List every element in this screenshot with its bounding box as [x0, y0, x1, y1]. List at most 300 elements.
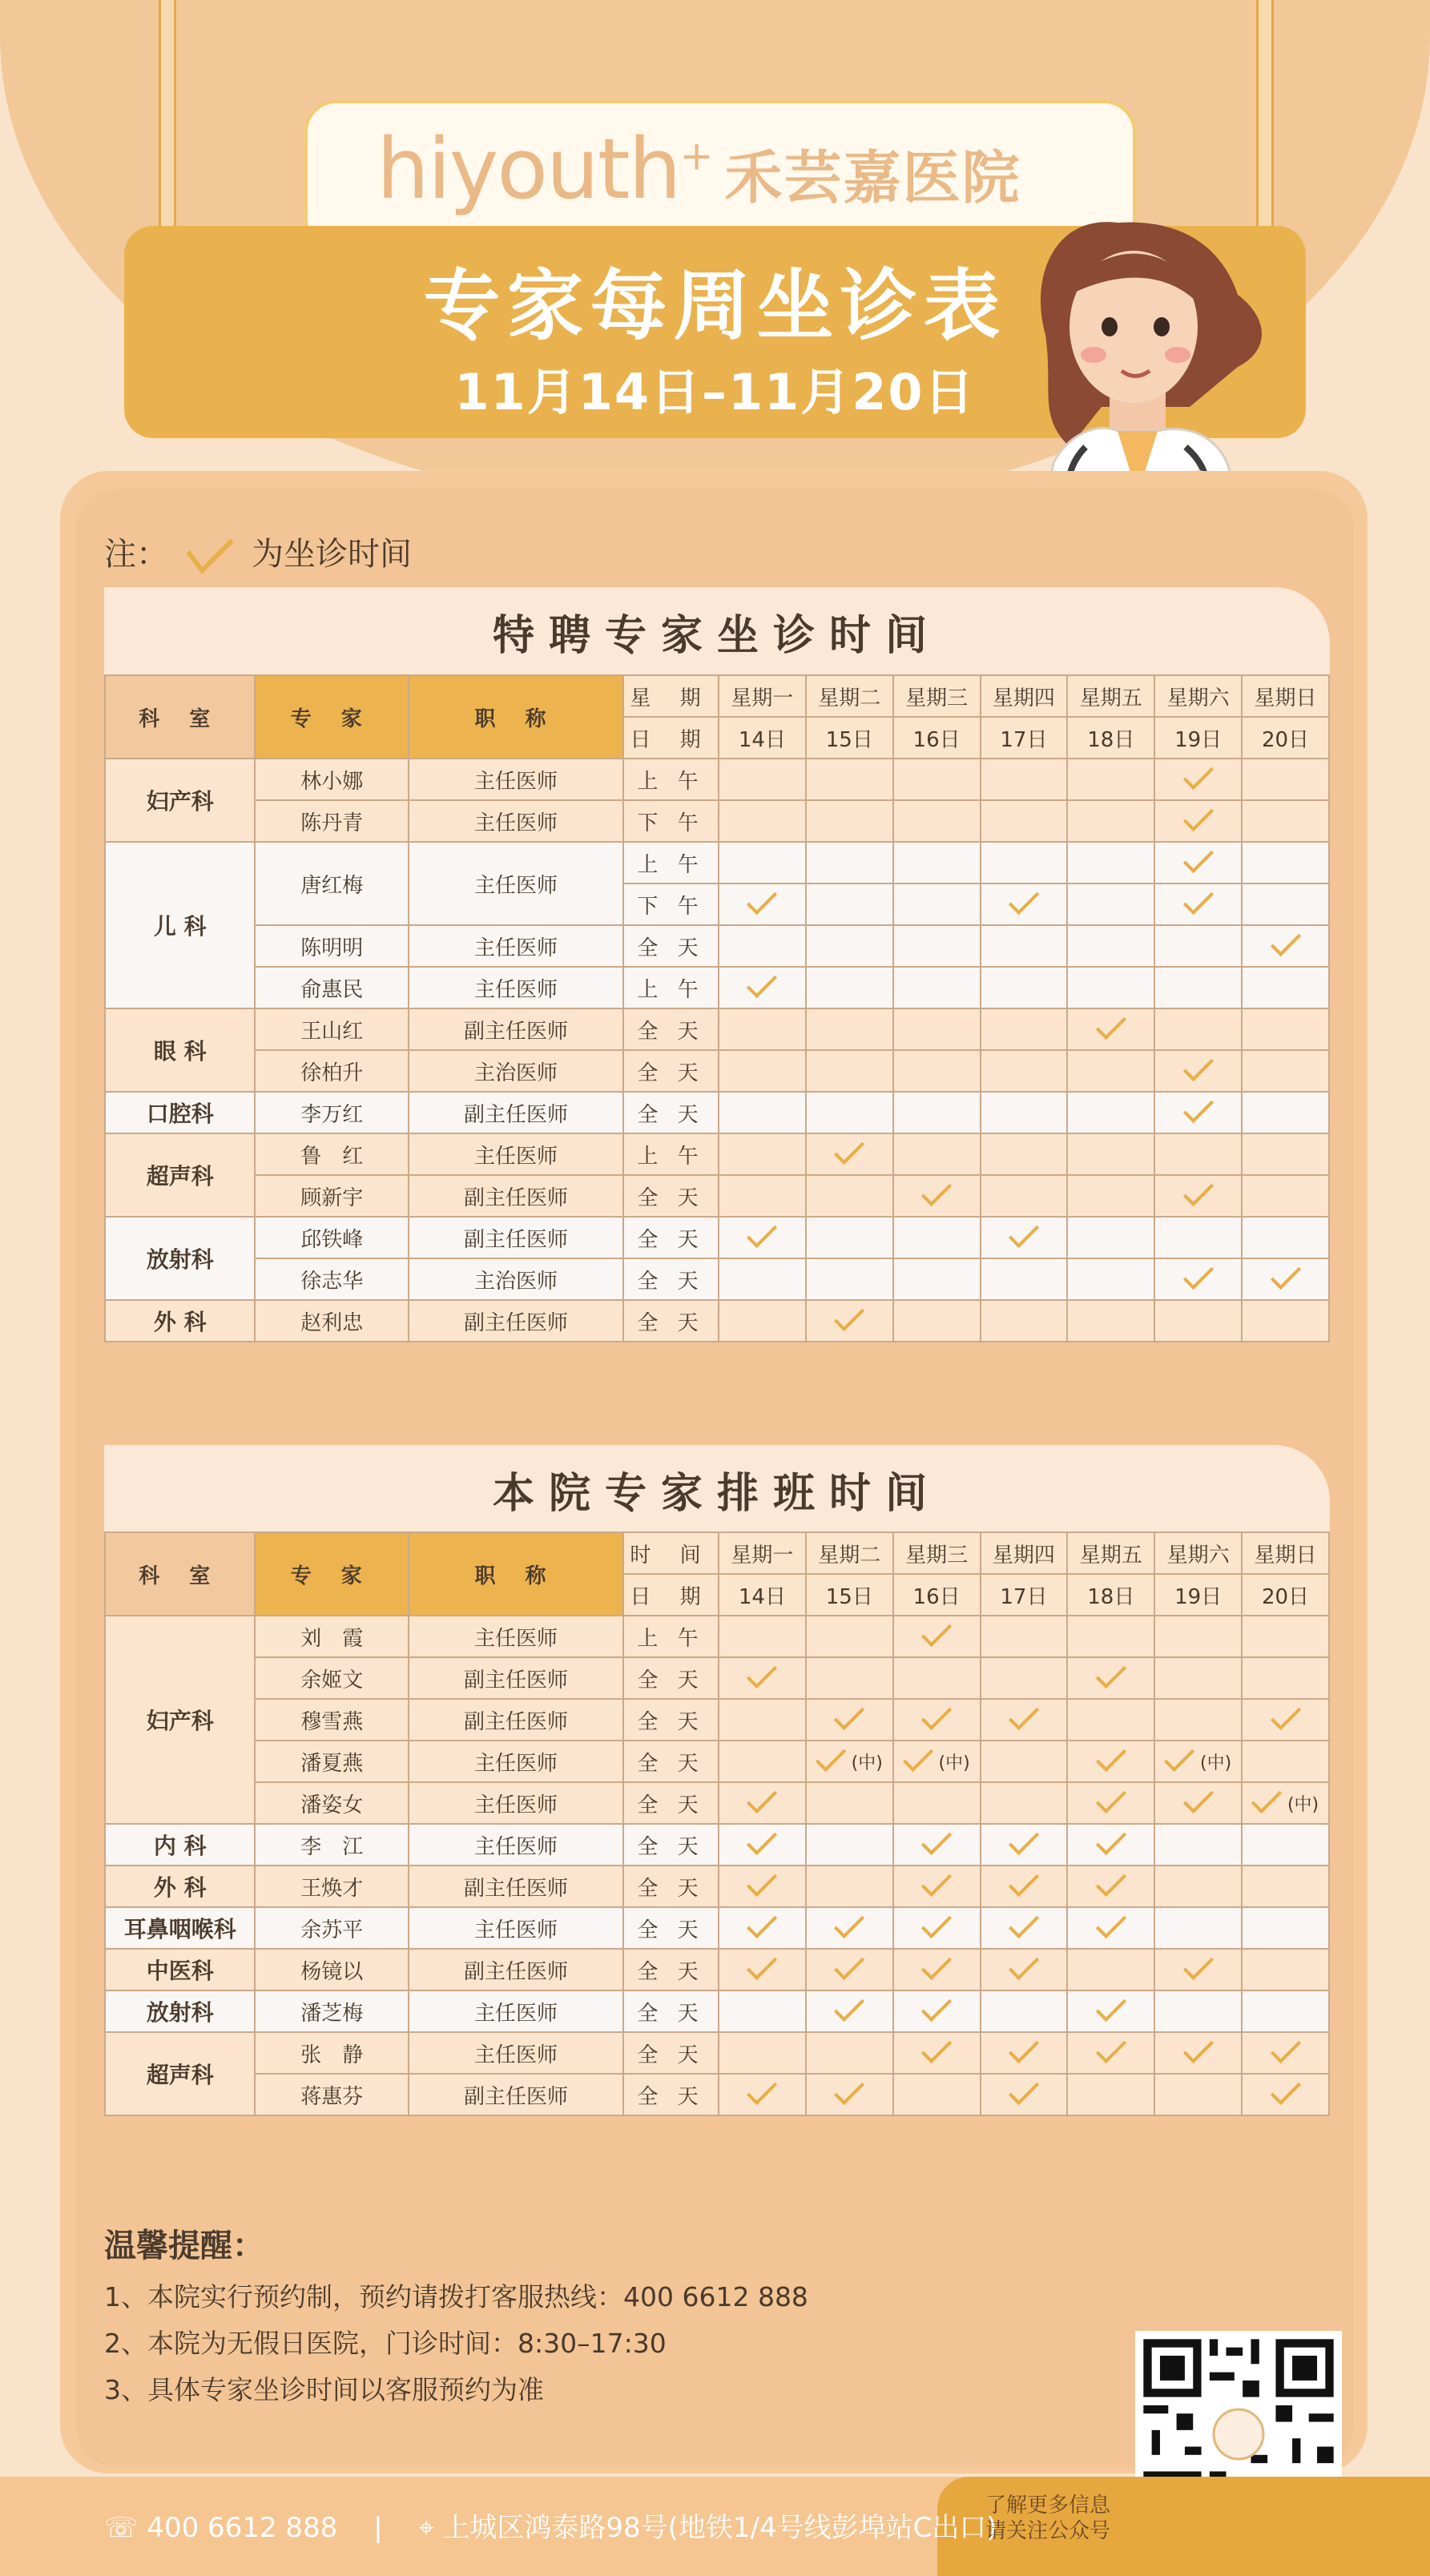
schedule-cell	[1067, 1133, 1154, 1175]
schedule-cell	[719, 1217, 806, 1258]
expert-name: 蒋惠芬	[255, 2074, 409, 2115]
time-slot: 全 天	[623, 1782, 719, 1824]
header-date: 17日	[981, 1574, 1068, 1616]
check-icon	[747, 1907, 777, 1938]
header-date: 15日	[806, 1574, 893, 1616]
table-row	[105, 1866, 1329, 1907]
dept-cell: 放射科	[105, 1990, 255, 2032]
expert-title: 主任医师	[409, 800, 623, 842]
check-icon	[1183, 2032, 1214, 2063]
check-icon	[816, 1741, 846, 1771]
schedule-cell	[893, 2032, 981, 2074]
schedule-cell	[1242, 1175, 1329, 1217]
schedule-cell	[893, 759, 981, 800]
legend-note	[104, 529, 412, 574]
expert-name: 余苏平	[255, 1907, 409, 1949]
schedule-cell	[981, 1050, 1068, 1092]
header-expert: 专 家	[255, 675, 409, 759]
expert-title: 主任医师	[409, 1824, 623, 1866]
expert-title: 主任医师	[409, 1782, 623, 1824]
schedule-cell	[1067, 1824, 1154, 1866]
table-row	[105, 1300, 1329, 1342]
check-icon	[1183, 1782, 1214, 1813]
table-row	[105, 967, 1329, 1008]
schedule-cell	[1242, 759, 1329, 800]
schedule-cell	[981, 1990, 1068, 2032]
schedule-cell	[893, 925, 981, 967]
schedule-cell	[1242, 925, 1329, 967]
schedule-cell	[1154, 1657, 1242, 1699]
table-row	[105, 1782, 1329, 1824]
header-day: 星期三	[893, 1532, 981, 1574]
dept-cell: 耳鼻咽喉科	[105, 1907, 255, 1949]
time-slot: 上 午	[623, 967, 719, 1008]
dept-cell: 外 科	[105, 1300, 255, 1342]
schedule-cell	[981, 1258, 1068, 1300]
schedule-cell	[893, 1175, 981, 1217]
check-icon	[1096, 1990, 1126, 2021]
note-prefix: 注：	[104, 536, 168, 573]
check-icon	[902, 1741, 933, 1771]
dept-cell: 内 科	[105, 1824, 255, 1866]
schedule-cell	[981, 967, 1068, 1008]
schedule-cell	[1242, 1699, 1329, 1741]
schedule-cell	[719, 1092, 806, 1133]
check-icon	[1164, 1741, 1194, 1771]
check-icon	[921, 1824, 952, 1854]
expert-name: 王焕才	[255, 1866, 409, 1907]
expert-title: 主任医师	[409, 759, 623, 800]
header-day: 星期五	[1067, 675, 1154, 717]
schedule-cell	[1154, 1824, 1242, 1866]
expert-name: 林小娜	[255, 759, 409, 800]
check-icon	[921, 1990, 952, 2021]
footer-address: 上城区鸿泰路98号(地铁1/4号线彭埠站C出口)	[442, 2512, 997, 2544]
schedule-cell	[981, 1616, 1068, 1657]
time-slot: 下 午	[623, 883, 719, 925]
schedule-cell	[893, 800, 981, 842]
schedule-cell	[806, 800, 893, 842]
expert-name: 潘夏燕	[255, 1741, 409, 1782]
schedule-cell	[1067, 883, 1154, 925]
schedule-cell	[719, 1907, 806, 1949]
check-icon	[1009, 1824, 1039, 1854]
check-icon	[834, 1300, 864, 1330]
expert-title: 副主任医师	[409, 1008, 623, 1050]
expert-title: 主治医师	[409, 1050, 623, 1092]
schedule-cell	[1154, 1133, 1242, 1175]
tips-title: 温馨提醒：	[104, 2228, 264, 2264]
check-icon	[1251, 1782, 1282, 1813]
header-day: 星期三	[893, 675, 981, 717]
schedule-cell	[1242, 1741, 1329, 1782]
schedule-cell	[719, 1258, 806, 1300]
tip-3: 3、具体专家坐诊时间以客服预约为准	[104, 2374, 544, 2405]
table-row	[105, 1741, 1329, 1782]
schedule-cell	[806, 883, 893, 925]
schedule-cell	[719, 1657, 806, 1699]
schedule-cell	[1154, 759, 1242, 800]
header-date-label: 日 期	[623, 1574, 719, 1616]
schedule-cell	[806, 967, 893, 1008]
tip-2: 2、本院为无假日医院，门诊时间：8:30–17:30	[104, 2328, 667, 2359]
expert-title: 副主任医师	[409, 1175, 623, 1217]
schedule-cell	[893, 967, 981, 1008]
schedule-cell	[981, 1133, 1068, 1175]
divider: |	[346, 2512, 410, 2544]
schedule-cell	[806, 1217, 893, 1258]
schedule-cell	[1154, 1050, 1242, 1092]
dept-cell: 妇产科	[105, 1616, 255, 1824]
header-day: 星期日	[1242, 1532, 1329, 1574]
expert-title: 主任医师	[409, 925, 623, 967]
check-icon	[1183, 842, 1214, 872]
header-date: 20日	[1242, 717, 1329, 759]
logo-chinese: 禾芸嘉医院	[724, 144, 1021, 211]
schedule-cell	[1242, 1866, 1329, 1907]
schedule-cell	[1242, 1616, 1329, 1657]
check-icon	[747, 1866, 777, 1896]
schedule-cell	[1067, 842, 1154, 883]
schedule-cell	[806, 2074, 893, 2115]
table-row	[105, 1699, 1329, 1741]
table-row	[105, 1133, 1329, 1175]
check-icon	[1096, 1866, 1126, 1896]
half-day-label: (中)	[938, 1753, 970, 1773]
table-row	[105, 1258, 1329, 1300]
time-slot: 全 天	[623, 1175, 719, 1217]
expert-name: 张 静	[255, 2032, 409, 2074]
schedule-cell	[1242, 1300, 1329, 1342]
footer-contact	[104, 2506, 997, 2545]
expert-name: 李万红	[255, 1092, 409, 1133]
check-icon	[834, 1907, 864, 1938]
schedule-cell	[981, 1782, 1068, 1824]
section-title-special: 特聘专家坐诊时间	[104, 587, 1330, 675]
expert-title: 主治医师	[409, 1258, 623, 1300]
header-day: 星期六	[1154, 1532, 1242, 1574]
schedule-cell	[981, 1824, 1068, 1866]
schedule-cell	[893, 1300, 981, 1342]
schedule-cell	[893, 1741, 981, 1782]
time-slot: 下 午	[623, 800, 719, 842]
schedule-cell	[1154, 1866, 1242, 1907]
expert-title: 副主任医师	[409, 1949, 623, 1990]
schedule-cell	[806, 1824, 893, 1866]
schedule-cell	[1154, 1175, 1242, 1217]
check-icon	[1096, 1907, 1126, 1938]
schedule-cell	[893, 1133, 981, 1175]
check-icon	[834, 1949, 864, 1979]
schedule-cell	[806, 1741, 893, 1782]
time-slot: 全 天	[623, 1824, 719, 1866]
check-icon	[1270, 925, 1300, 956]
schedule-cell	[1154, 1300, 1242, 1342]
schedule-cell	[1242, 1949, 1329, 1990]
header-expert: 专 家	[255, 1532, 409, 1616]
check-icon	[747, 967, 777, 997]
schedule-cell	[1154, 1258, 1242, 1300]
schedule-cell	[893, 1866, 981, 1907]
time-slot: 全 天	[623, 2032, 719, 2074]
header-date: 18日	[1067, 717, 1154, 759]
dept-cell: 口腔科	[105, 1092, 255, 1133]
schedule-cell	[1154, 883, 1242, 925]
expert-name: 陈丹青	[255, 800, 409, 842]
schedule-cell	[893, 842, 981, 883]
schedule-cell	[806, 1092, 893, 1133]
time-slot: 全 天	[623, 1907, 719, 1949]
schedule-cell	[893, 1092, 981, 1133]
expert-title: 主任医师	[409, 842, 623, 925]
schedule-cell	[981, 759, 1068, 800]
schedule-cell	[806, 1050, 893, 1092]
schedule-cell	[1067, 2032, 1154, 2074]
check-icon	[1096, 2032, 1126, 2063]
tip-1: 1、本院实行预约制，预约请拨打客服热线：400 6612 888	[104, 2281, 808, 2312]
schedule-cell	[1067, 1616, 1154, 1657]
expert-name: 徐柏升	[255, 1050, 409, 1092]
dept-cell: 外 科	[105, 1866, 255, 1907]
expert-name: 俞惠民	[255, 967, 409, 1008]
expert-title: 副主任医师	[409, 1300, 623, 1342]
check-icon	[1009, 2032, 1039, 2063]
schedule-cell	[981, 1949, 1068, 1990]
schedule-cell	[1242, 1782, 1329, 1824]
schedule-cell	[1067, 1217, 1154, 1258]
expert-name: 鲁 红	[255, 1133, 409, 1175]
schedule-cell	[1154, 1907, 1242, 1949]
schedule-cell	[719, 1175, 806, 1217]
table-row	[105, 1175, 1329, 1217]
schedule-cell	[806, 1907, 893, 1949]
table-row	[105, 1949, 1329, 1990]
schedule-cell	[981, 1866, 1068, 1907]
schedule-cell	[893, 883, 981, 925]
schedule-cell	[806, 759, 893, 800]
schedule-cell	[1067, 925, 1154, 967]
schedule-cell	[1242, 842, 1329, 883]
check-icon	[1009, 1699, 1039, 1729]
header-day: 星期五	[1067, 1532, 1154, 1574]
time-slot: 全 天	[623, 1008, 719, 1050]
expert-title: 主任医师	[409, 1990, 623, 2032]
schedule-cell	[806, 842, 893, 883]
schedule-cell	[1067, 1175, 1154, 1217]
expert-title: 副主任医师	[409, 1217, 623, 1258]
schedule-cell	[1067, 1782, 1154, 1824]
schedule-cell	[719, 1866, 806, 1907]
schedule-cell	[1154, 1092, 1242, 1133]
schedule-cell	[1067, 1300, 1154, 1342]
check-icon	[747, 1782, 777, 1813]
check-icon	[921, 1175, 952, 1205]
check-icon	[834, 1990, 864, 2021]
schedule-cell	[893, 1782, 981, 1824]
time-slot: 全 天	[623, 1949, 719, 1990]
header-day: 星期一	[719, 1532, 806, 1574]
schedule-cell	[1067, 1008, 1154, 1050]
header-date: 18日	[1067, 1574, 1154, 1616]
header-day: 星期四	[981, 1532, 1068, 1574]
schedule-cell	[1242, 2032, 1329, 2074]
schedule-cell	[806, 1616, 893, 1657]
header-title: 职 称	[409, 675, 623, 759]
check-icon	[747, 1824, 777, 1854]
check-icon	[1270, 2074, 1300, 2104]
check-icon	[1183, 800, 1214, 831]
check-icon	[1183, 759, 1214, 789]
schedule-cell	[719, 1300, 806, 1342]
schedule-cell	[719, 1699, 806, 1741]
schedule-cell	[806, 1258, 893, 1300]
schedule-cell	[1067, 1990, 1154, 2032]
time-slot: 全 天	[623, 925, 719, 967]
check-icon	[1270, 1699, 1300, 1729]
dept-cell: 超声科	[105, 2032, 255, 2115]
time-slot: 上 午	[623, 1133, 719, 1175]
check-icon	[921, 1907, 952, 1938]
inhouse-experts-table	[104, 1532, 1330, 2116]
time-slot: 全 天	[623, 1258, 719, 1300]
check-icon	[834, 2074, 864, 2104]
check-icon	[921, 2032, 952, 2063]
dept-cell: 超声科	[105, 1133, 255, 1217]
schedule-cell	[893, 1907, 981, 1949]
time-slot: 全 天	[623, 1699, 719, 1741]
schedule-cell	[719, 1133, 806, 1175]
table-row	[105, 1824, 1329, 1866]
expert-name: 邱铁峰	[255, 1217, 409, 1258]
special-experts-table	[104, 674, 1330, 1342]
schedule-cell	[1067, 1907, 1154, 1949]
schedule-cell	[1242, 1133, 1329, 1175]
expert-name: 刘 霞	[255, 1616, 409, 1657]
check-icon	[921, 1616, 952, 1646]
schedule-cell	[806, 1782, 893, 1824]
expert-name: 潘姿女	[255, 1782, 409, 1824]
check-icon	[1096, 1824, 1126, 1854]
schedule-cell	[719, 967, 806, 1008]
header-date: 20日	[1242, 1574, 1329, 1616]
header-day: 星期六	[1154, 675, 1242, 717]
schedule-cell	[981, 1907, 1068, 1949]
time-slot: 全 天	[623, 1866, 719, 1907]
header-day: 星期四	[981, 675, 1068, 717]
schedule-cell	[1067, 1657, 1154, 1699]
logo-latin: hiyouth	[377, 120, 680, 218]
schedule-cell	[893, 1699, 981, 1741]
expert-title: 副主任医师	[409, 1699, 623, 1741]
schedule-cell	[1154, 1217, 1242, 1258]
schedule-cell	[893, 1657, 981, 1699]
check-icon	[1009, 1866, 1039, 1896]
time-slot: 上 午	[623, 842, 719, 883]
dept-cell: 中医科	[105, 1949, 255, 1990]
check-icon	[747, 1657, 777, 1688]
schedule-cell	[719, 1008, 806, 1050]
footer-phone[interactable]: 400 6612 888	[147, 2512, 338, 2544]
header-date: 15日	[806, 717, 893, 759]
schedule-cell	[1242, 1008, 1329, 1050]
table-row	[105, 1616, 1329, 1657]
expert-name: 顾新宇	[255, 1175, 409, 1217]
check-icon	[1009, 883, 1039, 914]
header-day: 星期二	[806, 1532, 893, 1574]
check-icon	[834, 1699, 864, 1729]
header-date: 19日	[1154, 717, 1242, 759]
schedule-cell	[1067, 1741, 1154, 1782]
page-title: 专家每周坐诊表	[423, 261, 1007, 351]
schedule-cell	[1242, 1824, 1329, 1866]
schedule-cell	[1154, 967, 1242, 1008]
schedule-cell	[1242, 800, 1329, 842]
header-date: 19日	[1154, 1574, 1242, 1616]
check-icon	[1183, 1258, 1214, 1289]
header-dept: 科 室	[105, 1532, 255, 1616]
schedule-cell	[806, 1008, 893, 1050]
schedule-cell	[981, 1175, 1068, 1217]
schedule-cell	[1154, 2074, 1242, 2115]
header-week-label: 时 间	[623, 1532, 719, 1574]
schedule-cell	[981, 1217, 1068, 1258]
schedule-cell	[1154, 1699, 1242, 1741]
schedule-cell	[1067, 2074, 1154, 2115]
note-suffix: 为坐诊时间	[252, 536, 412, 573]
schedule-cell	[806, 2032, 893, 2074]
schedule-cell	[806, 1133, 893, 1175]
schedule-cell	[1067, 1949, 1154, 1990]
table-row	[105, 842, 1329, 883]
expert-name: 杨镜以	[255, 1949, 409, 1990]
check-icon	[1183, 1175, 1214, 1205]
expert-name: 赵利忠	[255, 1300, 409, 1342]
header-day: 星期一	[719, 675, 806, 717]
table-row	[105, 1050, 1329, 1092]
time-slot: 全 天	[623, 1092, 719, 1133]
check-icon	[747, 1949, 777, 1979]
schedule-cell	[719, 883, 806, 925]
schedule-cell	[719, 759, 806, 800]
schedule-cell	[806, 1866, 893, 1907]
schedule-cell	[981, 925, 1068, 967]
expert-title: 主任医师	[409, 1907, 623, 1949]
schedule-cell	[1154, 925, 1242, 967]
schedule-cell	[1154, 1782, 1242, 1824]
check-icon	[1183, 883, 1214, 914]
dept-cell: 儿 科	[105, 842, 255, 1008]
check-icon	[1096, 1657, 1126, 1688]
schedule-cell	[719, 1050, 806, 1092]
section-title-inhouse: 本院专家排班时间	[104, 1445, 1330, 1533]
check-icon	[186, 521, 233, 574]
expert-title: 主任医师	[409, 2032, 623, 2074]
header-day: 星期日	[1242, 675, 1329, 717]
schedule-cell	[981, 883, 1068, 925]
check-icon	[834, 1133, 864, 1164]
schedule-cell	[893, 2074, 981, 2115]
header-day: 星期二	[806, 675, 893, 717]
table-row	[105, 1990, 1329, 2032]
schedule-cell	[1242, 1217, 1329, 1258]
half-day-label: (中)	[1287, 1794, 1319, 1815]
schedule-cell	[981, 1741, 1068, 1782]
schedule-cell	[1067, 967, 1154, 1008]
expert-name: 余姬文	[255, 1657, 409, 1699]
schedule-cell	[719, 800, 806, 842]
time-slot: 上 午	[623, 759, 719, 800]
schedule-cell	[893, 1258, 981, 1300]
